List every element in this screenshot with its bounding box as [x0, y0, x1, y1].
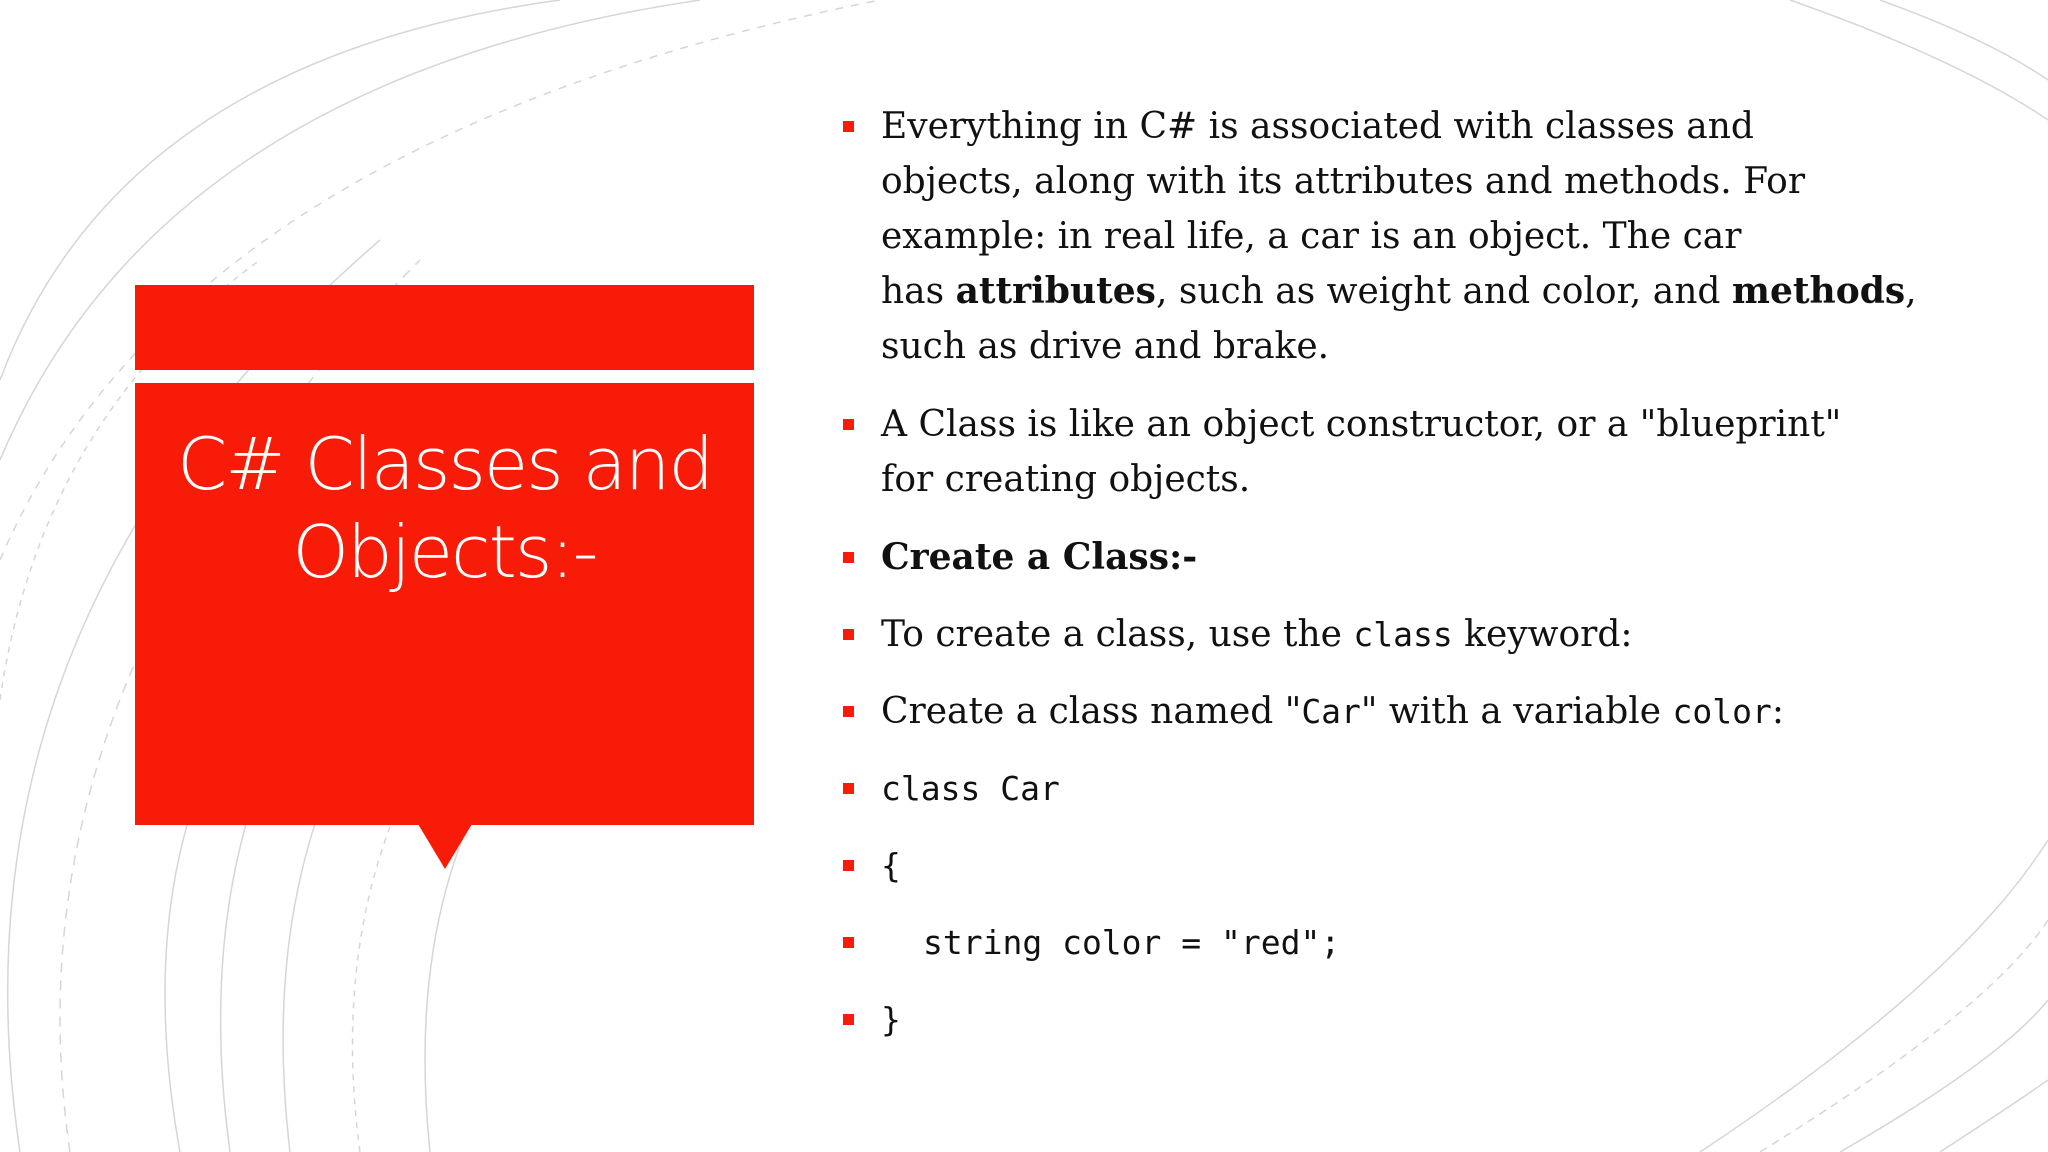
- bullet-marker: [843, 552, 854, 563]
- bullet-line: objects, along with its attributes and methods. For: [881, 161, 1806, 202]
- bullet-line: for creating objects.: [881, 459, 1251, 500]
- text-run: has: [881, 271, 956, 312]
- slide-title-line-2: Objects:-: [292, 510, 597, 594]
- text-run: ,: [1905, 271, 1917, 312]
- code-line: string color = "red";: [923, 923, 1341, 962]
- bullet-heading-create-class: Create a Class:-: [881, 536, 1198, 578]
- slide-title-line-1: C# Classes and: [176, 422, 713, 506]
- bullet-marker: [843, 1014, 854, 1025]
- code-line: class Car: [881, 769, 1060, 808]
- text-run: , such as weight and color, and: [1155, 271, 1732, 312]
- bold-term-methods: methods: [1731, 270, 1906, 312]
- bullet-marker: [843, 121, 854, 132]
- bullet-text: [881, 607, 1941, 662]
- bold-term-attributes: attributes: [955, 270, 1156, 312]
- slide-title: [135, 420, 754, 596]
- bullet-marker: [843, 629, 854, 640]
- text-run: Create a class named ": [881, 691, 1302, 732]
- bullet-text: [881, 99, 1941, 374]
- bullet-marker: [843, 860, 854, 871]
- bullet-line: such as drive and brake.: [881, 326, 1330, 367]
- code-line: }: [881, 1000, 901, 1039]
- bullet-line: A Class is like an object constructor, or a "blueprint": [881, 404, 1842, 445]
- text-run: :: [1771, 691, 1785, 732]
- text-run: keyword:: [1452, 614, 1633, 655]
- inline-code: class: [1353, 615, 1453, 654]
- text-run: " with a variable: [1360, 691, 1673, 732]
- bullet-text: [881, 397, 1941, 507]
- bullet-marker: [843, 783, 854, 794]
- bullet-marker: [843, 937, 854, 948]
- bullet-marker: [843, 706, 854, 717]
- inline-code: Car: [1301, 692, 1361, 731]
- bullet-text: [881, 684, 1941, 739]
- title-accent-strip: [135, 285, 754, 370]
- inline-code: color: [1672, 692, 1772, 731]
- bullet-marker: [843, 419, 854, 430]
- code-line: {: [881, 846, 901, 885]
- bullet-line: example: in real life, a car is an object. The car: [881, 216, 1742, 257]
- callout-pointer: [418, 824, 472, 869]
- bullet-line: [881, 264, 1941, 319]
- bullet-line: Everything in C# is associated with classes and: [881, 106, 1754, 147]
- text-run: To create a class, use the: [881, 614, 1354, 655]
